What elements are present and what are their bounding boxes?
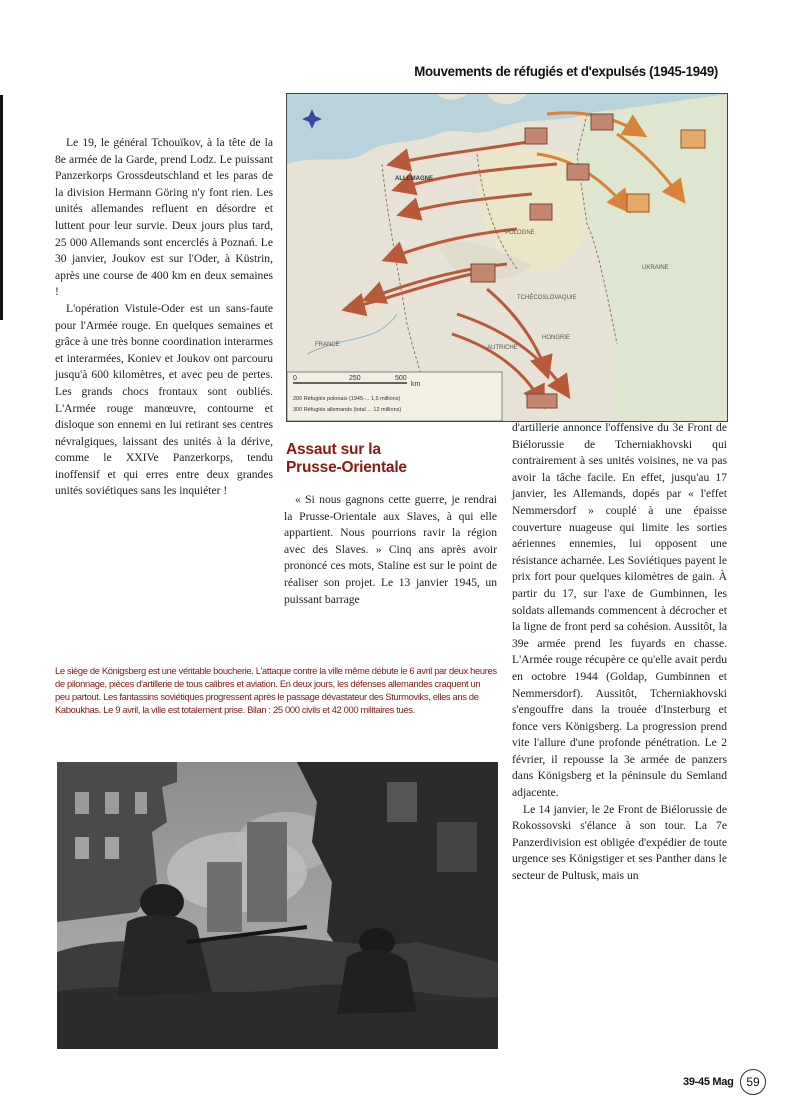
section-title: Assaut sur la Prusse-Orientale <box>286 441 407 476</box>
label-autriche: AUTRICHE <box>487 345 518 351</box>
column-2 <box>284 492 497 608</box>
label-allemagne: ALLEMAGNE <box>395 176 433 182</box>
scale-max: 500 <box>395 375 407 382</box>
legend-line-2: 300 Réfugiés allemands (total ... 12 millions) <box>293 407 402 413</box>
col2-paragraph-1: « Si nous gagnons cette guerre, je rendrai la Prusse-Orientale aux Slaves, à qui elle appartient. Nous pourrions ravir la région avec des Slaves. » Cinq ans après avoir prononcé ces mots, Staline est sur le point de réaliser son projet. Le 13 janvier 1945, un puissant barrage <box>284 493 497 606</box>
col1-paragraph-2: L'opération Vistule-Oder est un sans-faute pour l'Armée rouge. En quelques semaines et grâce à une très bonne coordination interarmes et interarmées, Koniev et Joukov ont parcouru jusqu'à 600 kilomètres, et avec peu de pertes. Les grands chocs frontaux sont oubliés. L'Armée rouge manœuvre, contourne et disloque son ennemi en lui retirant ses centres névralgiques, laissant des unités à la dérive, comme le XXIVe Panzerkorps, tendu inoffensif et qui erres entre deux grandes unités soviétiques sans les inquiéter ! <box>55 301 273 498</box>
col1-paragraph-1: Le 19, le général Tchouïkov, à la tête de la 8e armée de la Garde, prend Lodz. Le puissant Panzerkorps Grossdeutschland et les paras de la division Hermann Göring n'y font rien. Les unités allemandes refluent en désordre et luttent pour leur survie. Deux jours plus tard, 25 000 Allemands sont encerclés à Poznań. Le 30 janvier, Joukov est sur l'Oder, à Küstrin, après une course de 400 km en deux semaines ! <box>55 136 273 299</box>
map-graphic <box>287 94 727 421</box>
photo-caption: Le siège de Königsberg est une véritable boucherie. L'attaque contre la ville même débute le 6 avril par deux heures de pilonnage, pièces d'artillerie de tous calibres et aviation. En deux jours, les défenses allemandes craquent un peu partout. Les fantassins soviétiques progressent après le passage dévastateur des Sturmoviks, elles ans de Kaboukhas. Le 9 avril, la ville est totalement prise. Bilan : 25 000 civils et 42 000 militaires tués. <box>55 665 497 715</box>
col3-paragraph-2: Le 14 janvier, le 2e Front de Biélorussie de Rokossovski s'élance à son tour. La 7e Panzerdivision est obligée d'expédier de toute urgence ses Königstiger et ses Panther dans le secteur de Pultusk, mais un <box>512 802 727 883</box>
scale-mid: 250 <box>349 375 361 382</box>
magazine-brand: 39-45 Mag <box>683 1076 734 1088</box>
page-number: 59 <box>740 1069 766 1095</box>
label-hongrie: HONGRIE <box>542 335 571 341</box>
refugee-map <box>286 93 728 422</box>
ruins-photo-graphic <box>57 762 498 1049</box>
column-1 <box>55 135 273 500</box>
label-france: FRANCE <box>315 342 340 348</box>
col3-paragraph-1: d'artillerie annonce l'offensive du 3e Front de Biélorussie de Tcherniakhovski qui contrairement à ses unités voisines, ne va pas avoir la tâche facile. En effet, jusqu'au 17 janvier, les Allemands, dopés par « l'effet Nemmersdorf » couplé à une épaisse couverture nuageuse qui limite les sorties aériennes ennemies, lui opposent une résistance acharnée. Les Soviétiques payent le prix fort pour quelques kilomètres de gain. À partir du 17, sur l'axe de Gumbinnen, les soldats allemands commencent à décrocher et la ligne de front perd sa cohésion. Aussitôt, la 39e armée prend les fuyards en chasse. L'Armée rouge récupère ce qu'elle avait perdu en octobre 1944 (Goldap, Gumbinnen et Nemmersdorf). Aussitôt, Tcherniakhovski s'engouffre dans la trouée d'Insterburg et fonce vers Königsberg. La progression prend vite l'allure d'une profonde pénétration. Le 2 février, il repousse la 3e armée de panzers dans Königsberg et la péninsule du Semland adjacente. <box>512 421 727 800</box>
label-tchecoslovaquie: TCHÉCOSLOVAQUIE <box>517 295 577 301</box>
legend-line-1: 200 Réfugiés polonais (1945-... 1,5 millions) <box>293 396 401 402</box>
map-title: Mouvements de réfugiés et d'expulsés (1945-1949) <box>414 64 718 79</box>
war-photo <box>57 762 498 1049</box>
scale-unit: km <box>411 381 421 388</box>
page-edge-bar <box>0 95 3 320</box>
label-pologne: POLOGNE <box>505 230 535 236</box>
scale-zero: 0 <box>293 375 297 382</box>
column-3 <box>512 420 727 885</box>
label-ukraine: UKRAINE <box>642 265 669 271</box>
